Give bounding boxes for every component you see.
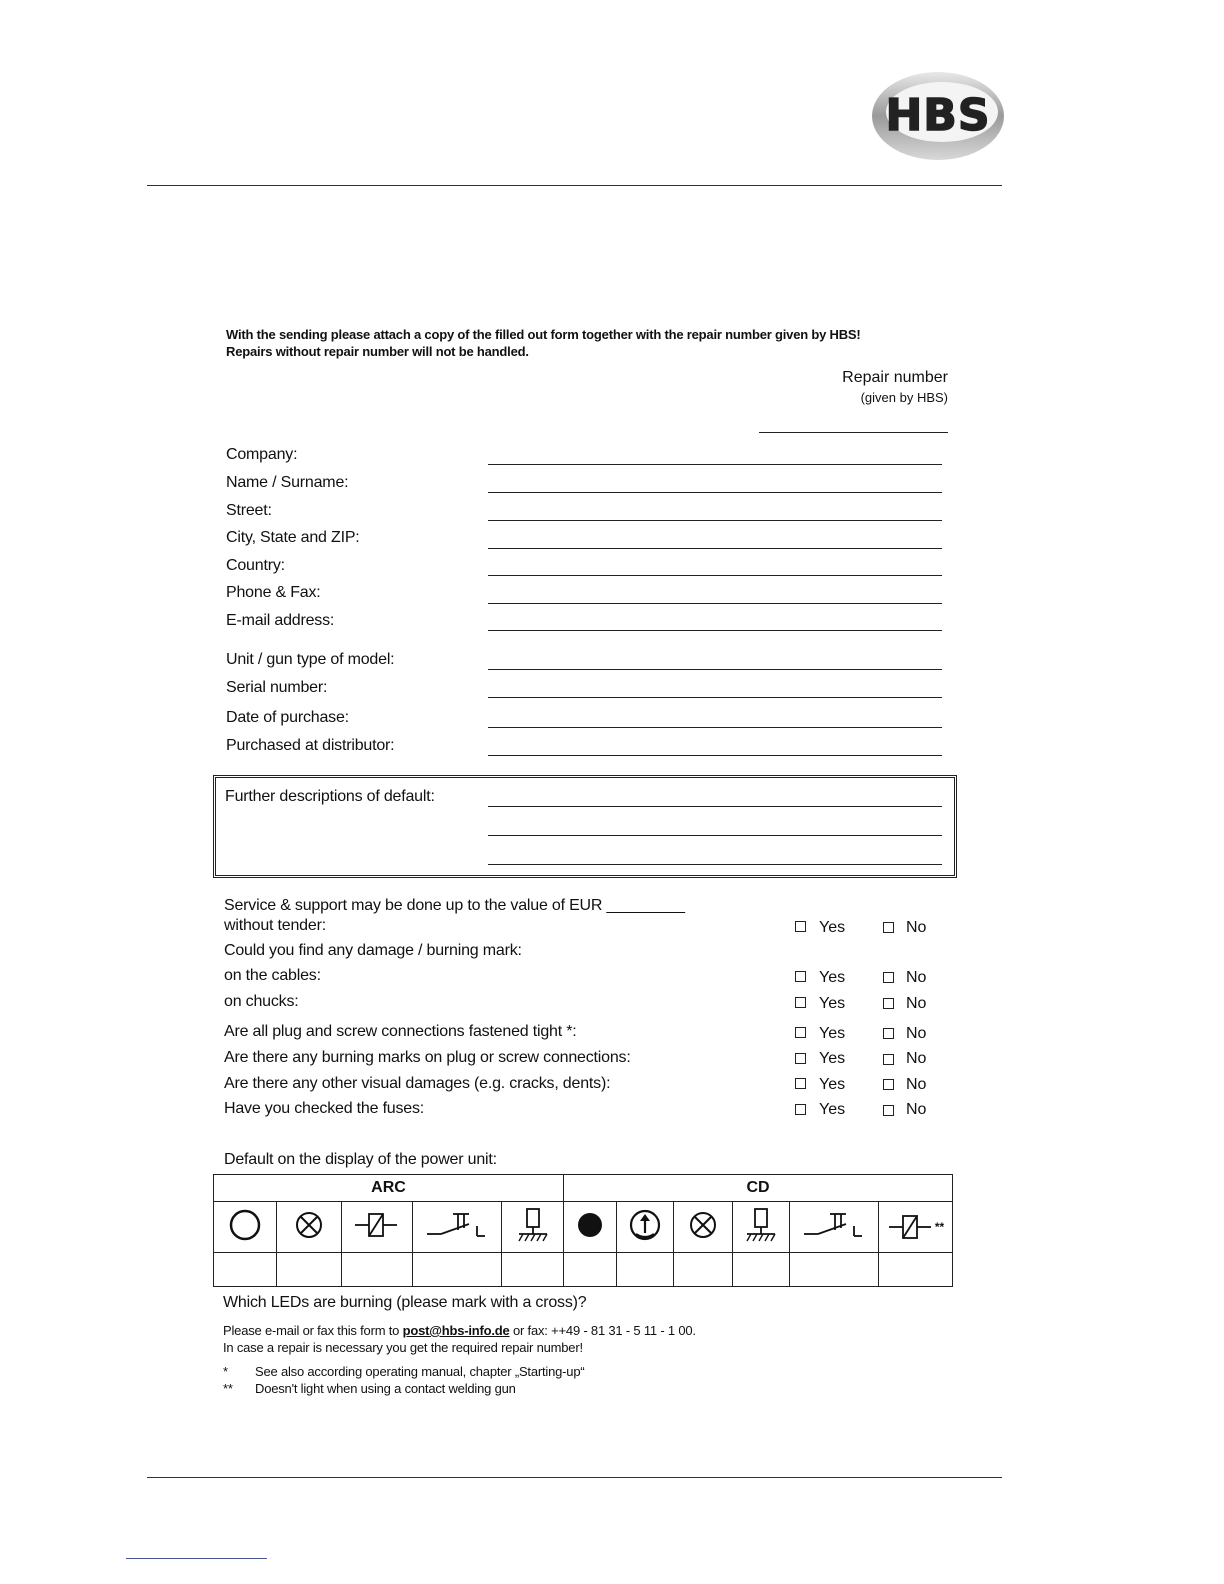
- note-2-marker: **: [223, 1381, 233, 1396]
- checkbox-burning-yes-label: Yes: [819, 1050, 846, 1067]
- default-description-label: Further descriptions of default:: [225, 788, 435, 805]
- question-service-line-2: without tender:: [224, 917, 326, 934]
- arrow-up-circle-icon: [627, 1207, 663, 1243]
- field-label-name: Name / Surname:: [226, 474, 349, 491]
- field-name[interactable]: [488, 492, 942, 493]
- repair-number-sublabel: (given by HBS): [860, 390, 948, 405]
- field-phone[interactable]: [488, 603, 942, 604]
- repair-number-label: Repair number: [842, 369, 948, 386]
- checkbox-fuses-yes-label: Yes: [819, 1101, 846, 1118]
- footer-rule: [147, 1477, 1002, 1478]
- email-pre: Please e-mail or fax this form to: [223, 1323, 403, 1338]
- field-unit-type[interactable]: [488, 669, 942, 670]
- question-service-line-1: Service & support may be done up to the value of EUR _________: [224, 897, 685, 914]
- checkbox-fuses-no[interactable]: [883, 1105, 894, 1116]
- mark-cell-cd-2[interactable]: [617, 1253, 674, 1287]
- mark-cell-cd-4[interactable]: [733, 1253, 790, 1287]
- email-link[interactable]: post@hbs-info.de: [402, 1323, 510, 1338]
- checkbox-service-no-label: No: [906, 919, 927, 936]
- question-chucks: on chucks:: [224, 993, 299, 1010]
- arc-led-relay: [342, 1202, 413, 1253]
- mark-cell-arc-4[interactable]: [413, 1253, 502, 1287]
- mark-cell-cd-3[interactable]: [674, 1253, 733, 1287]
- field-label-distributor: Purchased at distributor:: [226, 737, 395, 754]
- default-description-line-2[interactable]: [488, 835, 942, 836]
- note-1-marker: *: [223, 1364, 228, 1379]
- email-post: or fax: ++49 - 81 31 - 5 11 - 1 00.: [509, 1323, 696, 1338]
- double-star-marker: **: [934, 1220, 945, 1234]
- checkbox-chucks-yes[interactable]: [795, 997, 806, 1008]
- mark-cell-arc-2[interactable]: [277, 1253, 342, 1287]
- checkbox-chucks-yes-label: Yes: [819, 995, 846, 1012]
- field-label-phone: Phone & Fax:: [226, 584, 321, 601]
- cd-led-ground: [733, 1202, 790, 1253]
- checkbox-visual-yes-label: Yes: [819, 1076, 846, 1093]
- checkbox-cables-no[interactable]: [883, 972, 894, 983]
- checkbox-visual-no[interactable]: [883, 1079, 894, 1090]
- cd-led-relay: [879, 1202, 953, 1253]
- field-label-company: Company:: [226, 446, 298, 463]
- checkbox-burning-no[interactable]: [883, 1054, 894, 1065]
- field-label-unit-type: Unit / gun type of model:: [226, 651, 395, 668]
- checkbox-plug-no[interactable]: [883, 1028, 894, 1039]
- mark-cell-arc-5[interactable]: [502, 1253, 564, 1287]
- footer-link-underline[interactable]: [126, 1558, 267, 1559]
- switch-contact-icon: [425, 1208, 489, 1242]
- checkbox-chucks-no[interactable]: [883, 998, 894, 1009]
- mark-cell-cd-6[interactable]: [879, 1253, 953, 1287]
- notice-line-2: Repairs without repair number will not be handled.: [226, 344, 529, 359]
- checkbox-burning-yes[interactable]: [795, 1053, 806, 1064]
- relay-coil-icon: [353, 1208, 401, 1242]
- question-cables: on the cables:: [224, 967, 321, 984]
- field-label-serial: Serial number:: [226, 679, 328, 696]
- mark-cell-arc-1[interactable]: [214, 1253, 277, 1287]
- field-label-purchase-date: Date of purchase:: [226, 709, 349, 726]
- checkbox-plug-yes-label: Yes: [819, 1025, 846, 1042]
- arc-led-switch: [413, 1202, 502, 1253]
- checkbox-chucks-no-label: No: [906, 995, 927, 1012]
- repair-number-field[interactable]: [759, 432, 948, 433]
- checkbox-cables-yes-label: Yes: [819, 969, 846, 986]
- checkbox-service-no[interactable]: [883, 922, 894, 933]
- switch-contact-icon: [802, 1208, 866, 1242]
- workpiece-ground-icon: [513, 1206, 553, 1244]
- checkbox-cables-no-label: No: [906, 969, 927, 986]
- open-circle-icon: [228, 1208, 262, 1242]
- checkbox-visual-yes[interactable]: [795, 1078, 806, 1089]
- checkbox-service-yes[interactable]: [795, 921, 806, 932]
- notice: [226, 326, 861, 360]
- question-burning-marks: Are there any burning marks on plug or screw connections:: [224, 1049, 631, 1066]
- checkbox-burning-no-label: No: [906, 1050, 927, 1067]
- field-distributor[interactable]: [488, 755, 942, 756]
- field-country[interactable]: [488, 575, 942, 576]
- field-serial[interactable]: [488, 697, 942, 698]
- notice-line-1: With the sending please attach a copy of the filled out form together with the repair number given by HBS!: [226, 327, 861, 342]
- checkbox-cables-yes[interactable]: [795, 971, 806, 982]
- mark-cell-arc-3[interactable]: [342, 1253, 413, 1287]
- field-purchase-date[interactable]: [488, 727, 942, 728]
- field-label-country: Country:: [226, 557, 285, 574]
- leds-question: Which LEDs are burning (please mark with a cross)?: [223, 1294, 587, 1311]
- checkbox-plug-no-label: No: [906, 1025, 927, 1042]
- checkbox-plug-yes[interactable]: [795, 1027, 806, 1038]
- field-street[interactable]: [488, 520, 942, 521]
- checkbox-fuses-yes[interactable]: [795, 1104, 806, 1115]
- question-damage-heading: Could you find any damage / burning mark:: [224, 942, 522, 959]
- default-description-line-3[interactable]: [488, 864, 942, 865]
- crossed-circle-icon: [293, 1209, 325, 1241]
- cd-led-crossed-circle: [674, 1202, 733, 1253]
- arc-header: ARC: [214, 1175, 564, 1202]
- mark-cell-cd-5[interactable]: [790, 1253, 879, 1287]
- display-heading: Default on the display of the power unit:: [224, 1151, 497, 1168]
- relay-coil-icon: [887, 1210, 935, 1244]
- checkbox-visual-no-label: No: [906, 1076, 927, 1093]
- arc-led-crossed-circle: [277, 1202, 342, 1253]
- crossed-circle-icon: [687, 1209, 719, 1241]
- arc-led-ground: [502, 1202, 564, 1253]
- checkbox-service-yes-label: Yes: [819, 919, 846, 936]
- hbs-logo: [868, 66, 1008, 166]
- default-description-line-1[interactable]: [488, 806, 942, 807]
- question-plug-connections: Are all plug and screw connections fastened tight *:: [224, 1023, 577, 1040]
- checkbox-fuses-no-label: No: [906, 1101, 927, 1118]
- led-table: [213, 1174, 953, 1287]
- arc-led-circle: [214, 1202, 277, 1253]
- field-city[interactable]: [488, 548, 942, 549]
- field-label-email: E-mail address:: [226, 612, 335, 629]
- email-instructions: [223, 1323, 696, 1338]
- question-visual-damages: Are there any other visual damages (e.g. cracks, dents):: [224, 1075, 611, 1092]
- logo-text: HBS: [885, 90, 991, 141]
- cd-led-filled-circle: [564, 1202, 617, 1253]
- note-1: See also according operating manual, chapter „Starting-up“: [255, 1364, 585, 1379]
- field-label-city: City, State and ZIP:: [226, 529, 360, 546]
- filled-circle-icon: [575, 1210, 605, 1240]
- repair-note: In case a repair is necessary you get the required repair number!: [223, 1340, 583, 1355]
- mark-cell-cd-1[interactable]: [564, 1253, 617, 1287]
- field-email[interactable]: [488, 630, 942, 631]
- cd-header: CD: [564, 1175, 953, 1202]
- header-rule: [147, 185, 1002, 186]
- cd-led-charge: [617, 1202, 674, 1253]
- question-fuses: Have you checked the fuses:: [224, 1100, 425, 1117]
- workpiece-ground-icon: [741, 1206, 781, 1244]
- field-company[interactable]: [488, 464, 942, 465]
- note-2: Doesn't light when using a contact welding gun: [255, 1381, 516, 1396]
- cd-led-switch: [790, 1202, 879, 1253]
- field-label-street: Street:: [226, 502, 272, 519]
